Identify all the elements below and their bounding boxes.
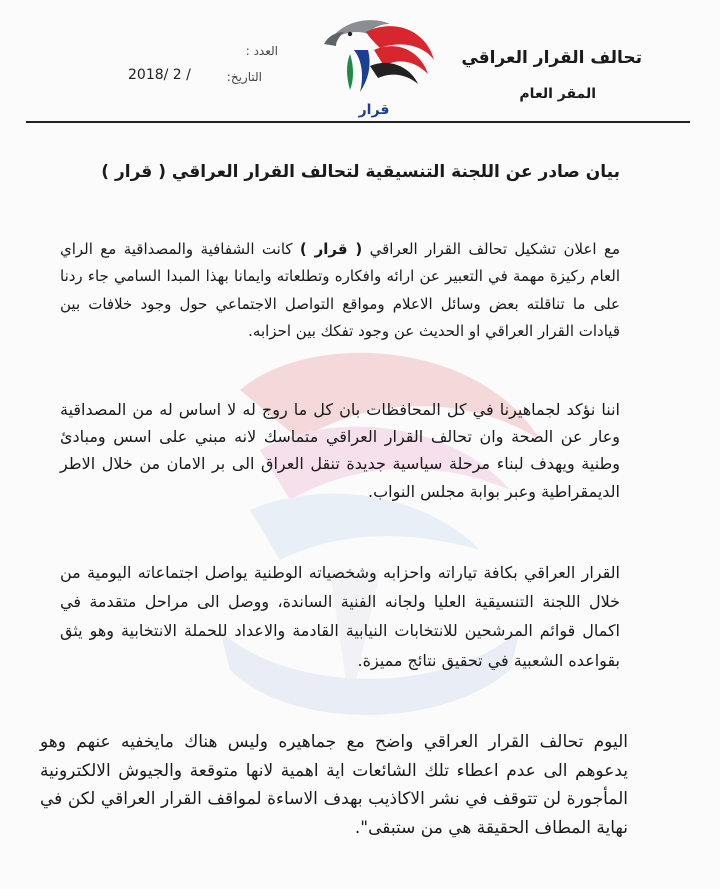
headquarters-label: المقر العام — [519, 86, 596, 102]
alliance-abbreviation: ( قرار ) — [299, 240, 363, 258]
paragraph-1-start: مع اعلان تشكيل تحالف القرار العراقي — [362, 240, 620, 258]
paragraph-4: اليوم تحالف القرار العراقي واضح مع جماهيره وليس هناك مايخفيه عنهم وهو يدعوهم الى عدم اعطاء تلك الشائعات اية اهمية لانها متوقعة والجيوش الالكترونية المأجورة لن تتوقف في نشر الاكاذيب بهدف الاساءة لمواقف القرار العراقي لكن في نهاية المطاف الحقيقة هي من ستبقى". — [40, 732, 628, 838]
paragraph-3: القرار العراقي بكافة تياراته واحزابه وشخصياته الوطنية يواصل اجتماعاته اليومية من خلال اللجنة التنسيقية العليا ولجانه الفنية الساندة، ووصل الى مراحل متقدمة في اكمال قوائم المرشحين للانتخابات النيابية القادمة والاعداد للحملة الانتخابية وهو يثق بقواعده الشعبية في تحقيق نتائج مميزة. — [60, 563, 620, 670]
paragraph-2: اننا نؤكد لجماهيرنا في كل المحافظات بان كل ما روج له لا اساس له من المصداقية وعار عن الصحة وان تحالف القرار العراقي متماسك لانه مبني على اسس ومبادئ وطنية ويهدف لبناء مرحلة سياسية جديدة تنقل العراق الى بر الامان من خلال الاطر الديمقراطية وعبر بوابة مجلس النواب. — [60, 400, 620, 501]
header-divider — [26, 121, 690, 123]
document-date-value: 2018/ 2 / — [128, 67, 191, 83]
document-date-label: التاريخ: — [226, 70, 262, 84]
document-title: بيان صادر عن اللجنة التنسيقية لتحالف القرار العراقي ( قرار ) — [101, 162, 620, 182]
organization-name: تحالف القرار العراقي — [461, 48, 642, 68]
paragraph-1 — [60, 236, 620, 346]
paragraph-1-rest: كانت الشفافية والمصداقية مع الراي العام ركيزة مهمة في التعبير عن ارائه وافكاره وتطلعاته وايمانا بهذا المبدا السامي جاء ردنا على ما تناقلته بعض وسائل الاعلام ومواقع التواصل الاجتماعي حول وجود خلافات بين قيادات القرار العراقي او الحديث عن وجود تفكك بين احزابه. — [60, 240, 620, 341]
logo-text: قرار — [358, 102, 390, 118]
document-number-label: العدد : — [245, 44, 278, 58]
eagle-logo-icon — [314, 10, 436, 122]
watermark-logo — [180, 330, 560, 750]
